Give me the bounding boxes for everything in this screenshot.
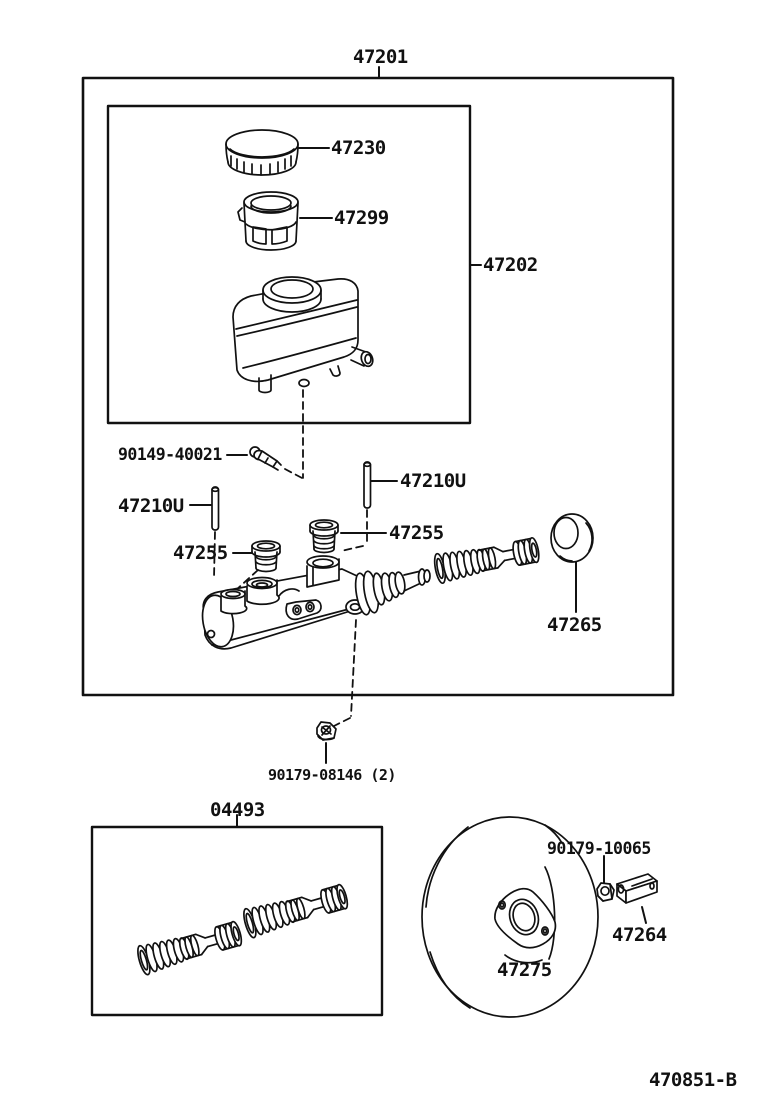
grommet-right-art — [310, 520, 338, 553]
label-bleeder-plug: 90149-40021 — [118, 445, 222, 464]
label-gasket: 47275 — [497, 959, 552, 981]
label-reservoir-cap: 47230 — [331, 137, 386, 159]
seal-ring-art — [551, 514, 593, 562]
label-grommet-left: 47255 — [173, 542, 228, 564]
label-seal-ring: 47265 — [547, 614, 602, 636]
label-pin-left: 47210U — [118, 495, 184, 517]
label-pin-right: 47210U — [400, 470, 466, 492]
clamp-art — [617, 874, 657, 903]
reservoir-cap-art — [226, 130, 298, 175]
grommet-left-art — [252, 541, 280, 572]
reservoir-tank-art — [233, 277, 375, 393]
booster-nut-art — [597, 883, 614, 901]
label-master-cylinder-assy: 47201 — [353, 46, 408, 68]
pin-left-art — [212, 487, 219, 530]
label-union-nut: 90179-08146 (2) — [268, 766, 396, 784]
kit-piston-primary-art — [135, 918, 244, 976]
label-strainer: 47299 — [334, 207, 389, 229]
bleeder-plug-art — [250, 447, 281, 470]
label-booster-nut: 90179-10065 — [547, 839, 651, 858]
union-nut-art — [317, 722, 336, 740]
piston-assembly-art — [433, 535, 541, 584]
strainer-art — [238, 192, 298, 250]
pin-right-art — [364, 462, 371, 508]
label-clamp: 47264 — [612, 924, 667, 946]
master-cylinder-art — [199, 556, 430, 649]
repair-kit-04493-box — [92, 827, 382, 1015]
label-grommet-right: 47255 — [389, 522, 444, 544]
label-reservoir-sub-assy: 47202 — [483, 254, 538, 276]
kit-piston-secondary-art — [241, 881, 350, 939]
figure-code: 470851-B — [649, 1069, 737, 1091]
label-repair-kit: 04493 — [210, 799, 265, 821]
